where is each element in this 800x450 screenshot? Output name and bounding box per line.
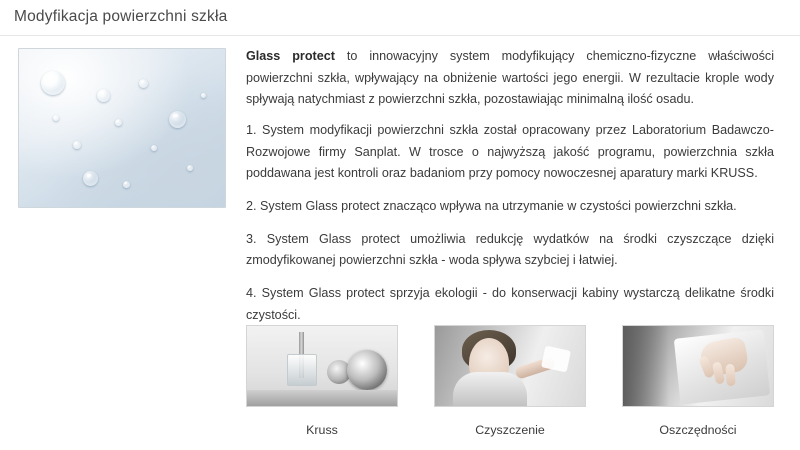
kruss-instrument-image[interactable] <box>246 325 398 407</box>
thumbnail-gallery <box>246 325 774 437</box>
title-divider <box>0 35 800 36</box>
thumbnail-item-kruss[interactable] <box>246 325 398 437</box>
article-body <box>246 46 774 337</box>
feature-paragraph-2: 2. System Glass protect znacząco wpływa na utrzymanie w czystości powierzchni szkła. <box>246 198 737 213</box>
thumbnail-item-oszczednosci[interactable] <box>622 325 774 437</box>
page-title: Modyfikacja powierzchni szkła <box>14 8 228 25</box>
thumbnail-caption: Kruss <box>306 423 338 437</box>
thumbnail-item-czyszczenie[interactable] <box>434 325 586 437</box>
thumbnail-caption: Oszczędności <box>659 423 737 437</box>
thumbnail-caption: Czyszczenie <box>475 423 545 437</box>
feature-paragraph-1: 1. System modyfikacji powierzchni szkła został opracowany przez Laboratorium Badawczo-Rozwojowe firmy Sanplat. W trosce o najwyższą jakość programu, powierzchnia szkła poddawana jest kontroli oraz badaniom przy pomocy nowoczesnej aparatury marki KRUSS. <box>246 122 774 181</box>
water-droplets-on-glass-image <box>18 48 226 208</box>
feature-paragraph-4: 4. System Glass protect sprzyja ekologii - do konserwacji kabiny wystarczą delikatne środki czystości. <box>246 285 774 322</box>
intro-paragraph <box>246 46 774 111</box>
feature-paragraph-3: 3. System Glass protect umożliwia redukcję wydatków na środki czyszczące dzięki zmodyfikowanej powierzchni szkła - woda spływa szybciej i łatwiej. <box>246 231 774 268</box>
woman-cleaning-image[interactable] <box>434 325 586 407</box>
brand-name: Glass protect <box>246 49 335 63</box>
hand-with-cloth-image[interactable] <box>622 325 774 407</box>
intro-text: to innowacyjny system modyfikujący chemiczno-fizyczne właściwości powierzchni szkła, wpływający na obniżenie wartości jego energii. W rezultacie krople wody spływają natychmiast z powierzchni szkła, pozostawiając minimalną ilość osadu. <box>246 49 774 107</box>
